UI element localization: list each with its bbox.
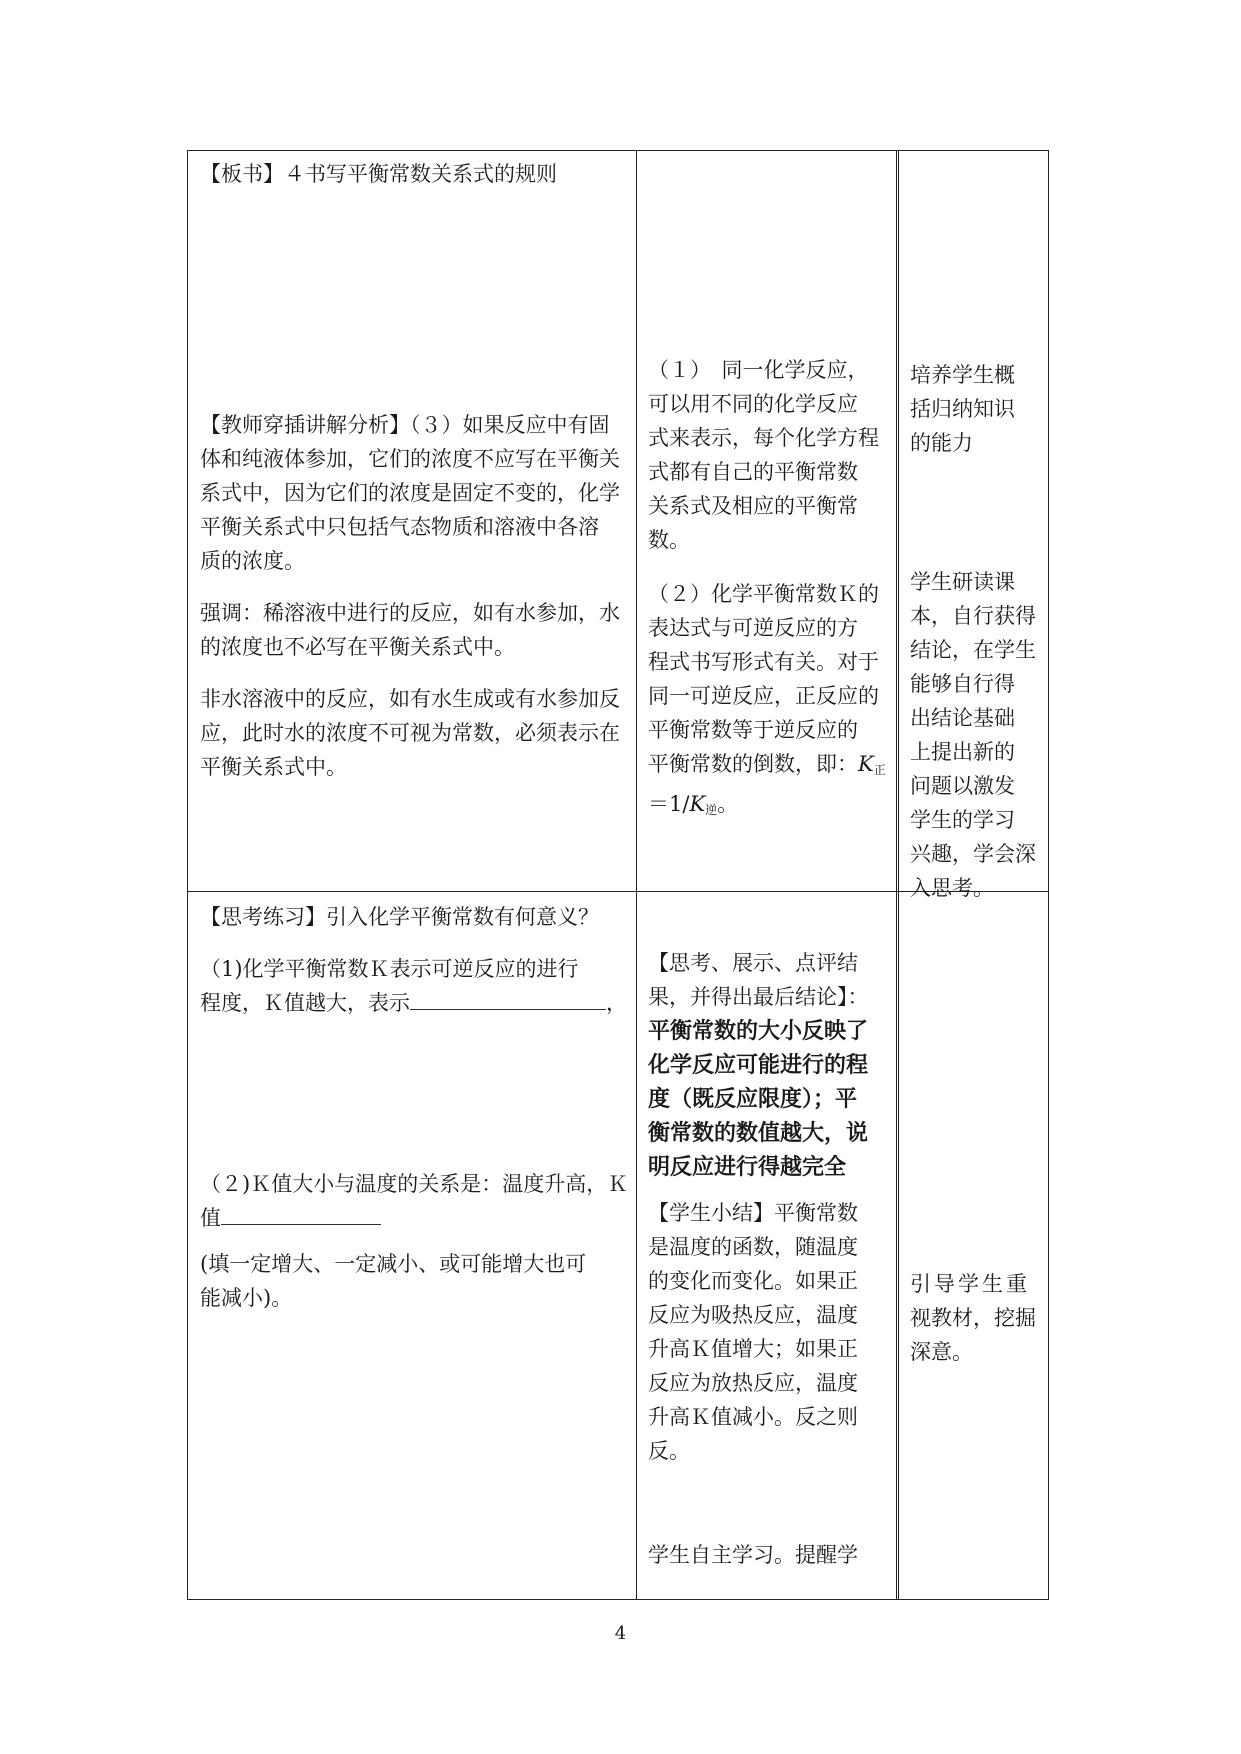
formula-tail: 。 <box>717 792 739 816</box>
summary-line: 【学生小结】平衡常数 <box>648 1201 858 1225</box>
row2-left-cell <box>200 900 627 1020</box>
conclusion-line: 化学反应可能进行的程 <box>648 1052 869 1078</box>
formula-line <box>648 787 886 827</box>
summary-line: 反应为吸热反应，温度 <box>648 1303 858 1327</box>
subscript-reverse: 逆 <box>705 803 718 817</box>
goal-line: 学生的学习 <box>910 808 1015 832</box>
goal-line: 培养学生概 <box>910 363 1015 387</box>
point1-line: 式都有自己的平衡常数 <box>648 460 858 484</box>
row1-middle-cell <box>648 353 886 827</box>
page-number: 4 <box>614 1623 627 1644</box>
table-border-bottom <box>187 1599 1049 1600</box>
conclusion-line: 明反应进行得越完全 <box>648 1154 847 1180</box>
table-border-left <box>187 150 188 1600</box>
analysis-line: 质的浓度。 <box>200 549 305 573</box>
point1-line: （１） 同一化学反应， <box>648 358 869 382</box>
goal-line: 兴趣，学会深 <box>910 842 1036 866</box>
column-divider-1 <box>636 150 637 1600</box>
analysis-line: 平衡关系式中只包括气态物质和溶液中各溶 <box>200 515 599 539</box>
goal-line: 上提出新的 <box>910 740 1015 764</box>
summary-line: 的变化而变化。如果正 <box>648 1269 858 1293</box>
think-line: 果，并得出最后结论】： <box>648 985 869 1009</box>
point2-line: 同一可逆反应，正反应的 <box>648 684 879 708</box>
goal-line: 结论，在学生 <box>910 638 1036 662</box>
row2-left-cell-2 <box>200 1167 628 1315</box>
analysis-line: 体和纯液体参加，它们的浓度不应写在平衡关 <box>200 447 620 471</box>
practice-title: 【思考练习】引入化学平衡常数有何意义？ <box>200 905 599 929</box>
goal-line: 能够自行得 <box>910 672 1015 696</box>
question2-note: 能减小)。 <box>200 1286 293 1310</box>
analysis-line: 【教师穿插讲解分析】（３）如果反应中有固 <box>200 413 610 437</box>
analysis-line: 系式中，因为它们的浓度是固定不变的，化学 <box>200 481 620 505</box>
question1-line: （1)化学平衡常数Ｋ表示可逆反应的进行 <box>200 957 579 981</box>
point2-line: 平衡常数等于逆反应的 <box>648 718 858 742</box>
goal-line: 本，自行获得 <box>910 604 1036 628</box>
question2-line: （２)Ｋ值大小与温度的关系是：温度升高，Ｋ <box>200 1172 629 1196</box>
question2-text: 值 <box>200 1206 221 1230</box>
nonaqueous-line: 平衡关系式中。 <box>200 755 347 779</box>
answer-blank-2 <box>221 1204 381 1225</box>
nonaqueous-line: 非水溶液中的反应，如有水生成或有水参加反 <box>200 687 620 711</box>
goal-line: 问题以激发 <box>910 774 1015 798</box>
formula-eq: ＝1/ <box>648 792 690 816</box>
point2-line: 表达式与可逆反应的方 <box>648 616 858 640</box>
table-border-right <box>1048 150 1049 1600</box>
point2-text: 平衡常数的倒数，即： <box>648 752 858 776</box>
point1-line: 关系式及相应的平衡常 <box>648 494 858 518</box>
goal-line: 的能力 <box>910 431 973 455</box>
goal-line: 深意。 <box>910 1340 973 1364</box>
goal-line: 学生研读课 <box>910 570 1015 594</box>
point2-line: （２）化学平衡常数Ｋ的 <box>648 582 879 606</box>
summary-line: 反应为放热反应，温度 <box>648 1371 858 1395</box>
emphasis-line: 的浓度也不必写在平衡关系式中。 <box>200 635 515 659</box>
goal-line: 引导学生重 <box>910 1272 1030 1296</box>
emphasis-line: 强调：稀溶液中进行的反应，如有水参加，水 <box>200 601 620 625</box>
row2-middle-cell-2 <box>648 1538 858 1572</box>
summary-line: 反。 <box>648 1439 690 1463</box>
column-divider-2b <box>898 150 899 1600</box>
row1-right-cell-2 <box>910 565 1036 905</box>
summary-line: 升高Ｋ值增大；如果正 <box>648 1337 858 1361</box>
point1-line: 数。 <box>648 528 690 552</box>
subscript-forward: 正 <box>873 763 886 777</box>
nonaqueous-line: 应，此时水的浓度不可视为常数，必须表示在 <box>200 721 620 745</box>
summary-line: 升高Ｋ值减小。反之则 <box>648 1405 858 1429</box>
goal-line: 出结论基础 <box>910 706 1015 730</box>
point2-line <box>648 747 886 787</box>
column-divider-2 <box>896 150 897 1600</box>
conclusion-line: 度（既反应限度）；平 <box>648 1086 858 1112</box>
conclusion-line: 平衡常数的大小反映了 <box>648 1018 869 1044</box>
point2-line: 程式书写形式有关。对于 <box>648 650 879 674</box>
row2-middle-cell <box>648 946 869 1468</box>
question1-line <box>200 986 627 1020</box>
banshu-heading: 【板书】４书写平衡常数关系式的规则 <box>200 162 557 186</box>
point1-line: 可以用不同的化学反应 <box>648 392 858 416</box>
question2-line <box>200 1201 628 1235</box>
k-symbol: K <box>689 792 706 816</box>
k-symbol: K <box>858 752 874 776</box>
summary-line: 是温度的函数，随温度 <box>648 1235 858 1259</box>
question1-comma: ， <box>606 991 627 1015</box>
answer-blank-1 <box>410 989 606 1010</box>
row1-left-cell <box>200 157 557 191</box>
point1-line: 式来表示，每个化学方程 <box>648 426 879 450</box>
question2-note: (填一定增大、一定减小、或可能增大也可 <box>200 1252 587 1276</box>
row1-right-cell <box>910 358 1015 460</box>
conclusion-line: 衡常数的数值越大，说 <box>648 1120 869 1146</box>
goal-line: 视教材，挖掘 <box>910 1306 1036 1330</box>
row2-right-cell <box>910 1267 1036 1369</box>
row1-left-analysis <box>200 408 620 784</box>
question1-text: 程度，Ｋ值越大，表示 <box>200 991 410 1015</box>
goal-line: 括归纳知识 <box>910 397 1015 421</box>
table-border-top <box>187 150 1049 151</box>
goal-line: 入思考。 <box>910 876 994 900</box>
think-line: 【思考、展示、点评结 <box>648 951 858 975</box>
selfstudy-line: 学生自主学习。提醒学 <box>648 1543 858 1567</box>
